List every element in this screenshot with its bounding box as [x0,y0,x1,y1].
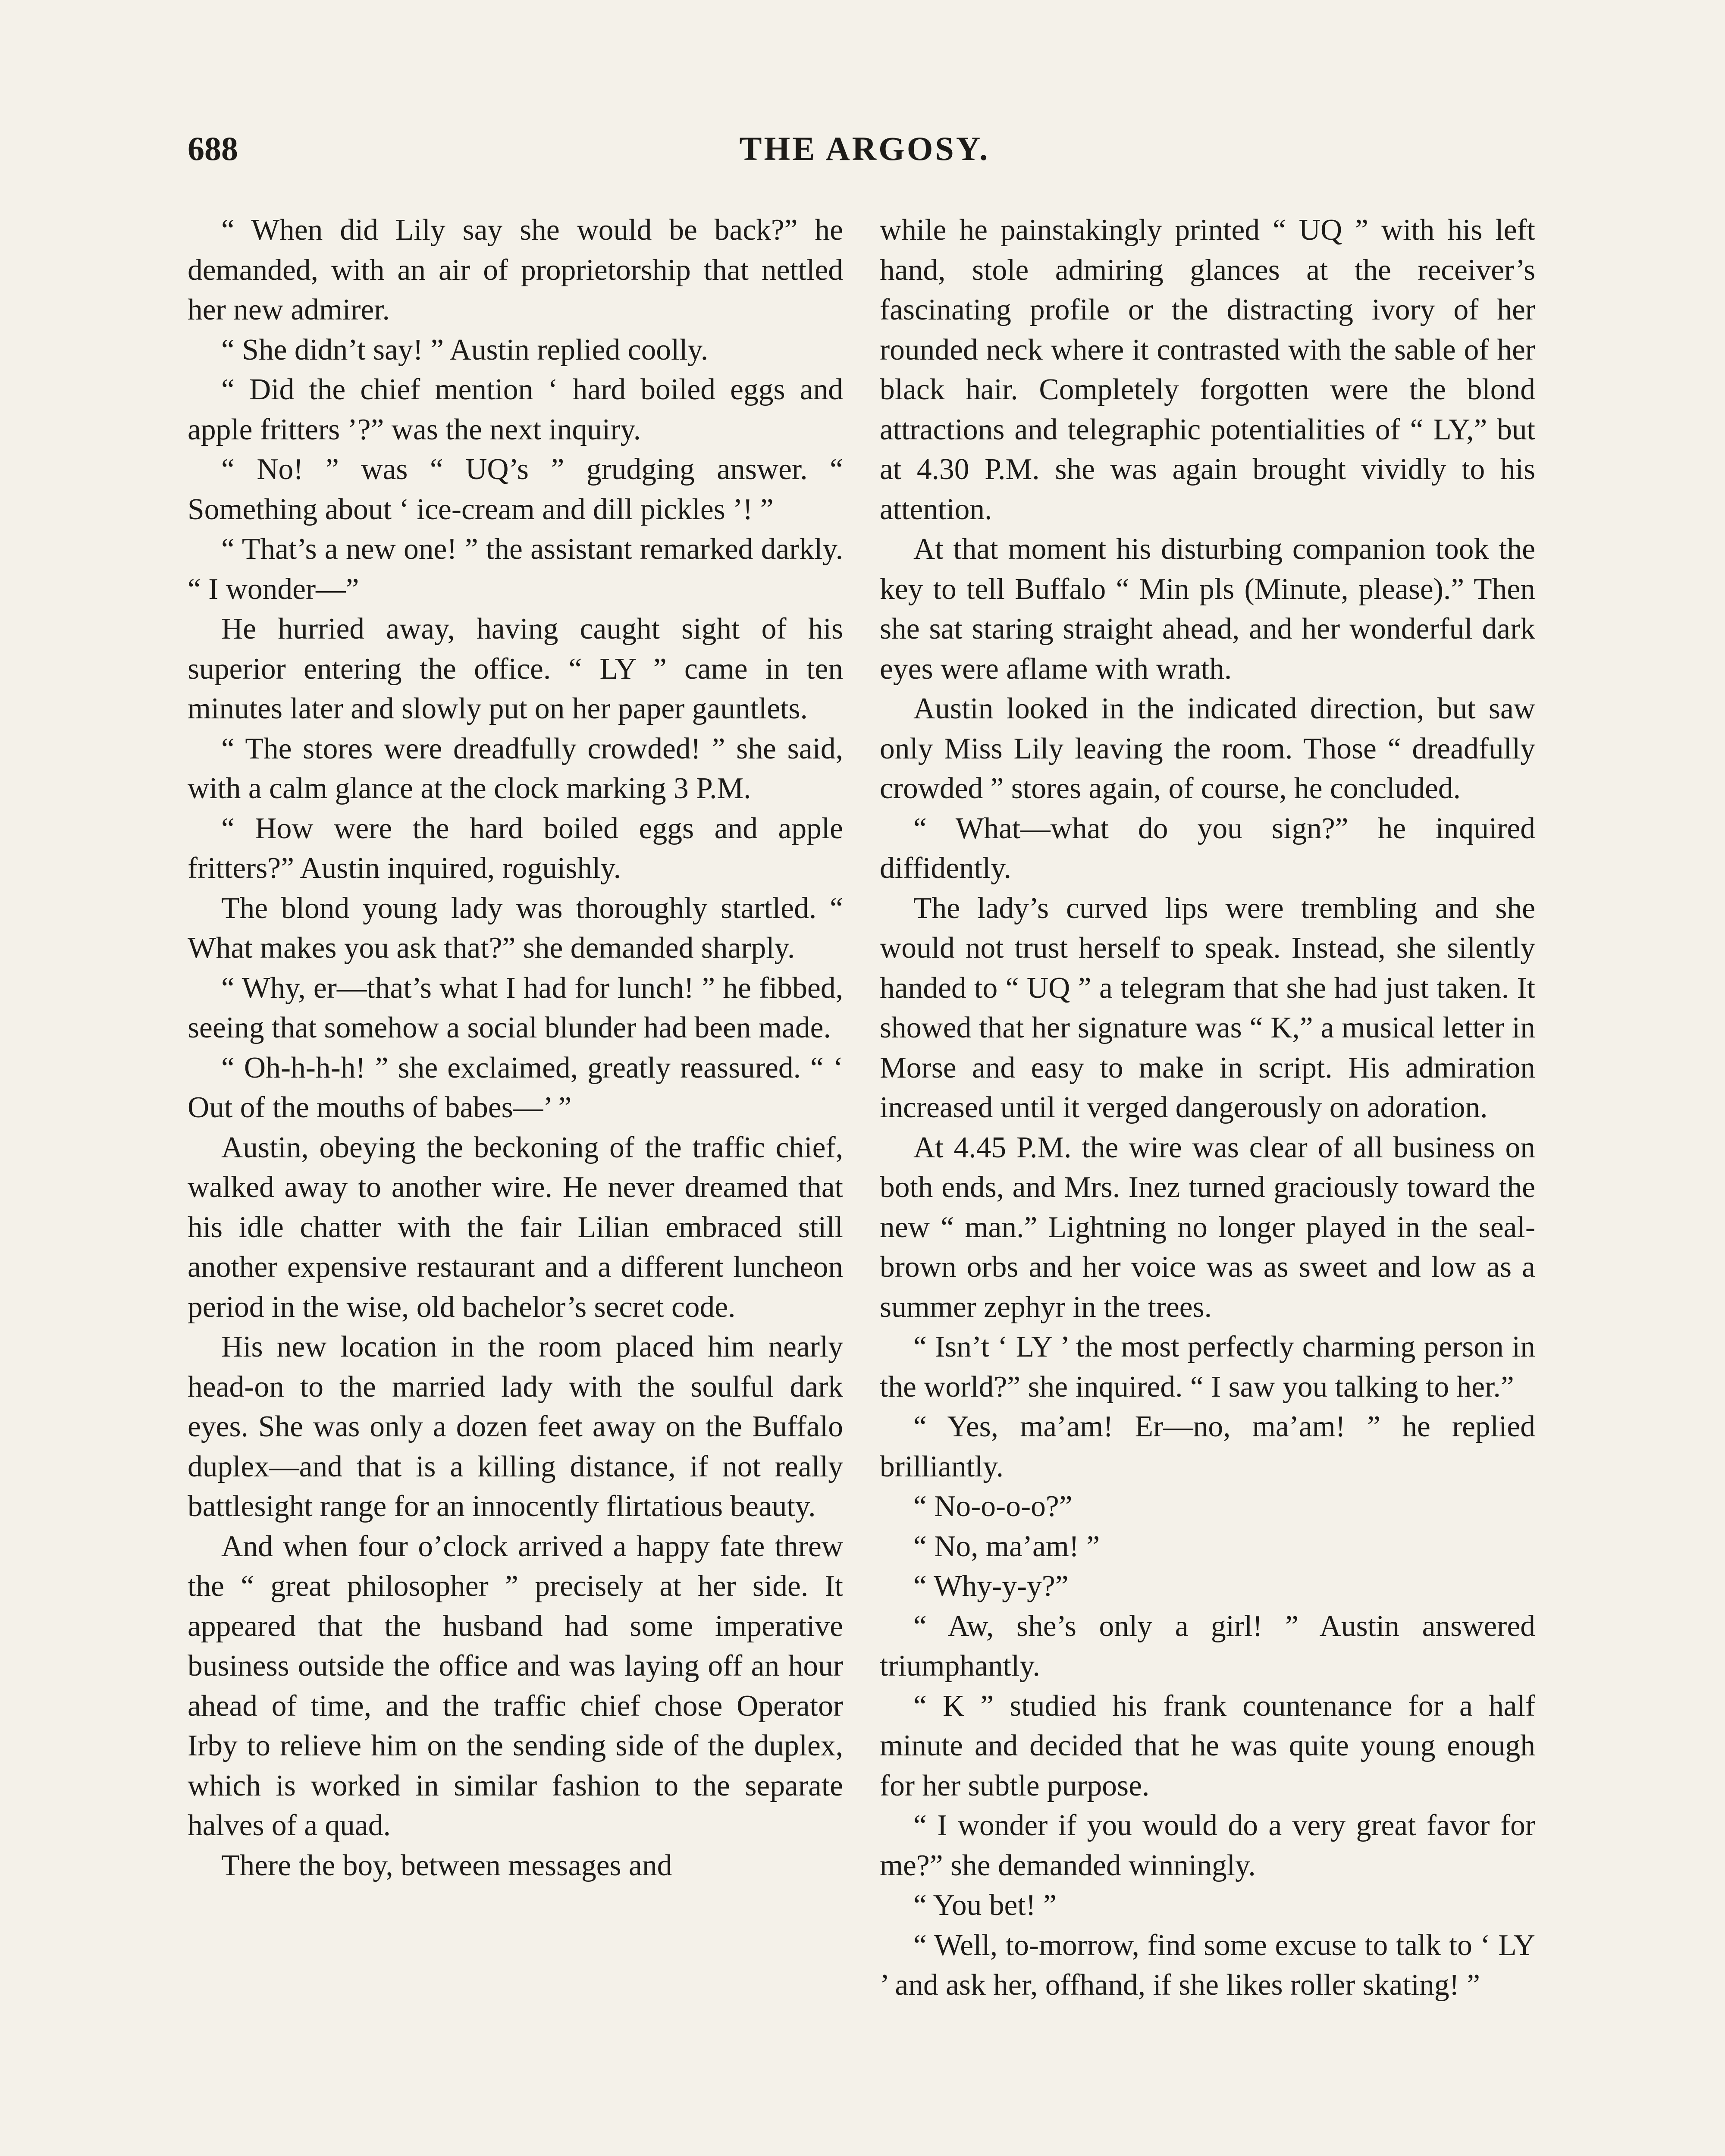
paragraph: “ She didn’t say! ” Austin replied coolly. [221,333,709,367]
paragraph-continuation: while he painstakingly printed “ UQ ” with his left hand, stole admiring glances at the receiver’s fascinating profile or the distracting ivory of her rounded neck where it contrasted with the sable of her black hair. Completely forgotten were the blond attractions and telegraphic potentialities of “ LY,” but at 4.30 P.M. she was again brought vividly to his attention. [880,213,1535,526]
paragraph: The lady’s curved lips were trembling and she would not trust herself to speak. Instead, she silently handed to “ UQ ” a telegram that she had just taken. It showed that her signature was “ K,” a musical letter in Morse and easy to make in script. His admiration increased until it verged dangerously on adoration. [880,891,1535,1124]
paragraph: Austin looked in the indicated direction, but saw only Miss Lily leaving the room. Those “ dreadfully crowded ” stores again, of course, he concluded. [880,692,1535,805]
paragraph: “ Did the chief mention ‘ hard boiled eggs and apple fritters ’?” was the next inquiry. [188,373,843,446]
paragraph: “ Aw, she’s only a girl! ” Austin answered triumphantly. [880,1609,1535,1683]
paragraph: “ No-o-o-o?” [913,1490,1073,1523]
paragraph: “ How were the hard boiled eggs and apple fritters?” Austin inquired, roguishly. [188,812,843,885]
paragraph: “ No! ” was “ UQ’s ” grudging answer. “ Something about ‘ ice-cream and dill pickles ’! ” [188,453,843,526]
paragraph: “ K ” studied his frank countenance for a half minute and decided that he was quite young enough for her subtle purpose. [880,1689,1535,1802]
paragraph: The blond young lady was thoroughly startled. “ What makes you ask that?” she demanded sharply. [188,891,843,965]
paragraph: At that moment his disturbing companion took the key to tell Buffalo “ Min pls (Minute, please).” Then she sat staring straight ahead, and her wonderful dark eyes were aflame with wrath. [880,533,1535,686]
paragraph: “ What—what do you sign?” he inquired diffidently. [880,812,1535,885]
paragraph: He hurried away, having caught sight of his superior entering the office. “ LY ” came in ten minutes later and slowly put on her paper gauntlets. [188,612,843,725]
paragraph: “ Isn’t ‘ LY ’ the most perfectly charming person in the world?” she inquired. “ I saw you talking to her.” [880,1330,1535,1404]
paragraph: “ Well, to-morrow, find some excuse to talk to ‘ LY ’ and ask her, offhand, if she likes roller skating! ” [880,1928,1535,2002]
page-header [188,129,1542,181]
paragraph: And when four o’clock arrived a happy fate threw the “ great philosopher ” precisely at her side. It appeared that the husband had some imperative business outside the office and was laying off an hour ahead of time, and the traffic chief chose Operator Irby to relieve him on the sending side of the duplex, which is worked in similar fashion to the separate halves of a quad. [188,1529,843,1842]
paragraph: “ You bet! ” [913,1889,1057,1922]
paragraph: “ Yes, ma’am! Er—no, ma’am! ” he replied brilliantly. [880,1410,1535,1483]
paragraph: “ When did Lily say she would be back?” he demanded, with an air of proprietorship that nettled her new admirer. [188,213,843,326]
running-title: THE ARGOSY. [739,130,990,167]
paragraph: “ Oh-h-h-h! ” she exclaimed, greatly reassured. “ ‘ Out of the mouths of babes—’ ” [188,1051,843,1124]
paragraph: “ Why-y-y?” [913,1570,1069,1603]
paragraph: “ The stores were dreadfully crowded! ” she said, with a calm glance at the clock marking 3 P.M. [188,732,843,805]
paragraph: His new location in the room placed him nearly head-on to the married lady with the soulful dark eyes. She was only a dozen feet away on the Buffalo duplex—and that is a killing distance, if not really battlesight range for an innocently flirtatious beauty. [188,1330,843,1523]
paragraph: At 4.45 P.M. the wire was clear of all business on both ends, and Mrs. Inez turned graciously toward the new “ man.” Lightning no longer played in the seal-brown orbs and her voice was as sweet and low as a summer zephyr in the trees. [880,1131,1535,1324]
paragraph: Austin, obeying the beckoning of the traffic chief, walked away to another wire. He never dreamed that his idle chatter with the fair Lilian embraced still another expensive restaurant and a different luncheon period in the wise, old bachelor’s secret code. [188,1131,843,1324]
paragraph: “ That’s a new one! ” the assistant remarked darkly. “ I wonder—” [188,533,843,606]
paragraph: “ I wonder if you would do a very great favor for me?” she demanded winningly. [880,1809,1535,1882]
left-column [188,210,843,1886]
paragraph: “ Why, er—that’s what I had for lunch! ” he fibbed, seeing that somehow a social blunder had been made. [188,971,843,1044]
paragraph: “ No, ma’am! ” [913,1529,1100,1563]
page-number: 688 [188,130,238,167]
paragraph: There the boy, between messages and [221,1849,672,1882]
right-column [880,210,1535,2006]
